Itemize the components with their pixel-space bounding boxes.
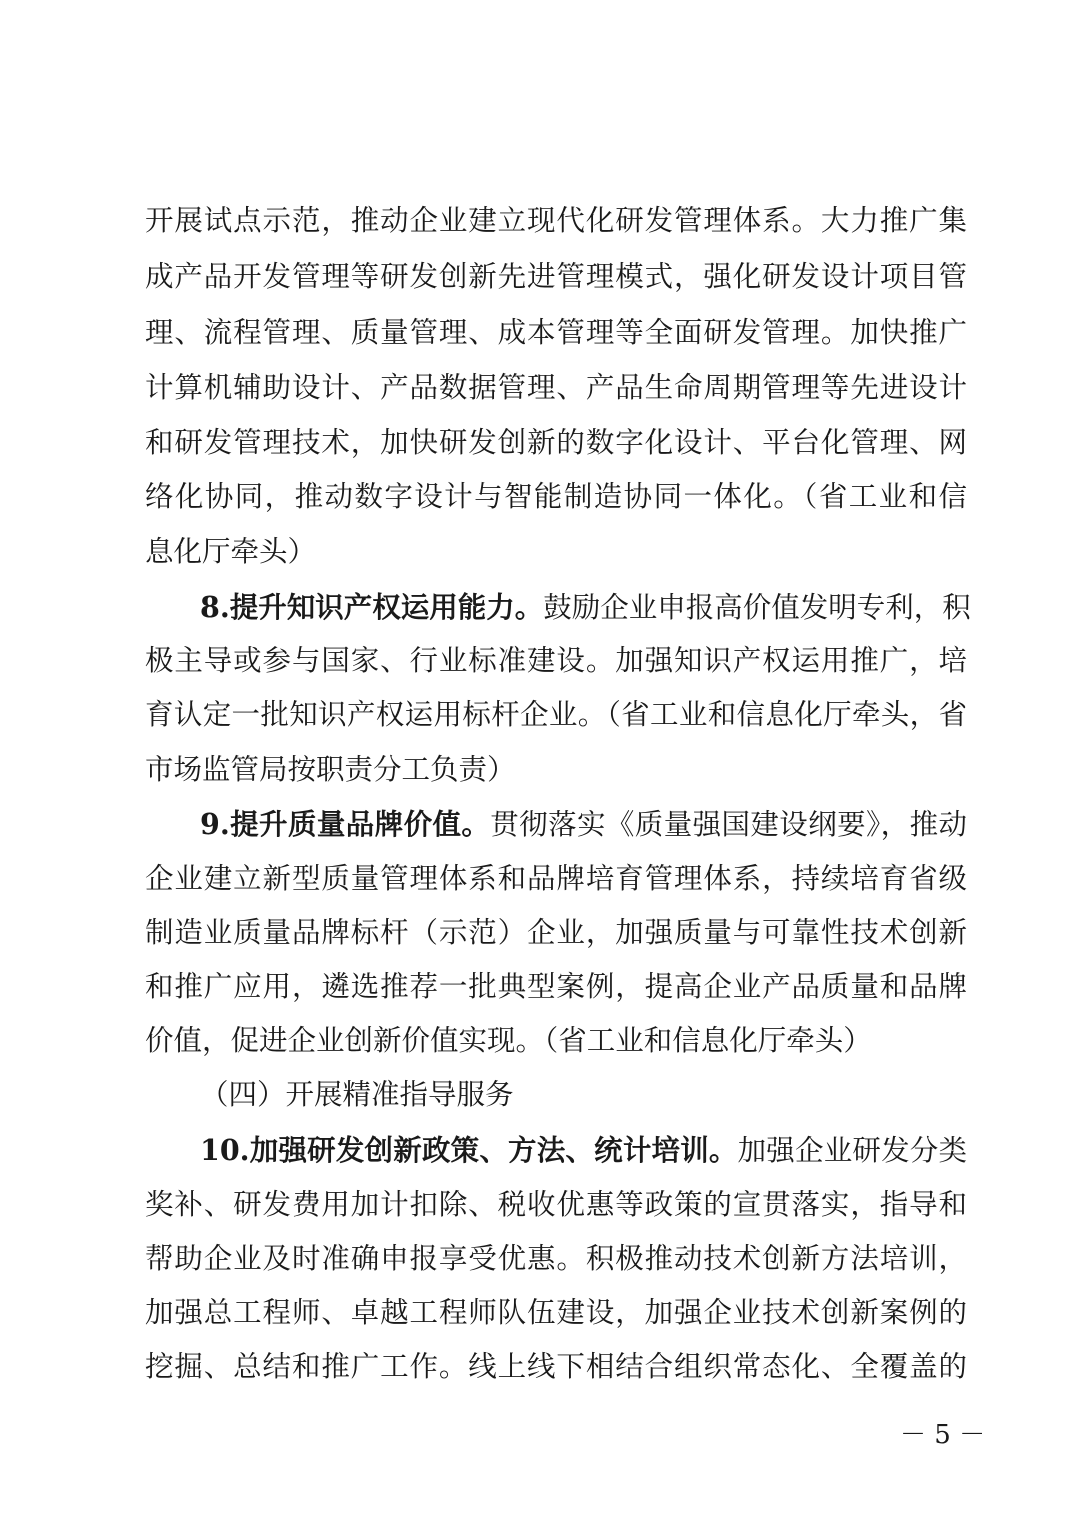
item-8-first-line [200, 580, 971, 634]
text-line: 市场监管局按职责分工负责） [145, 753, 516, 786]
text-line: 和推广应用，遴选推荐一批典型案例，提高企业产品质量和品牌 [145, 970, 967, 1003]
item-8-heading: 8.提升知识产权运用能力。 [200, 590, 544, 624]
item-9-first-line [200, 797, 967, 851]
item-10-heading: 10.加强研发创新政策、方法、统计培训。 [200, 1133, 738, 1167]
text-line: 帮助企业及时准确申报享受优惠。积极推动技术创新方法培训， [145, 1242, 967, 1275]
text-line: 计算机辅助设计、产品数据管理、产品生命周期管理等先进设计 [145, 371, 967, 404]
text-line: 和研发管理技术，加快研发创新的数字化设计、平台化管理、网 [145, 426, 967, 459]
page-number: － 5 － [900, 1420, 986, 1450]
item-9-heading: 9.提升质量品牌价值。 [200, 807, 491, 841]
text-line: 络化协同，推动数字设计与智能制造协同一体化。（省工业和信 [145, 480, 967, 513]
text-line: 加强总工程师、卓越工程师队伍建设，加强企业技术创新案例的 [145, 1296, 967, 1329]
text-line: 制造业质量品牌标杆（示范）企业，加强质量与可靠性技术创新 [145, 916, 967, 949]
text-line: 息化厅牵头） [145, 535, 317, 568]
section-heading: （四）开展精准指导服务 [200, 1078, 514, 1111]
text-line: 奖补、研发费用加计扣除、税收优惠等政策的宣贯落实，指导和 [145, 1188, 967, 1221]
text-line: 企业建立新型质量管理体系和品牌培育管理体系，持续培育省级 [145, 862, 967, 895]
text-line: 理、流程管理、质量管理、成本管理等全面研发管理。加快推广 [145, 316, 967, 349]
text-line: 价值，促进企业创新价值实现。（省工业和信息化厅牵头） [145, 1024, 872, 1057]
text-line: 育认定一批知识产权运用标杆企业。（省工业和信息化厅牵头，省 [145, 698, 967, 731]
item-9-text: 贯彻落实《质量强国建设纲要》，推动 [490, 808, 967, 841]
text-line: 极主导或参与国家、行业标准建设。加强知识产权运用推广，培 [145, 644, 967, 677]
item-8-text: 鼓励企业申报高价值发明专利，积 [543, 591, 971, 624]
text-line: 开展试点示范，推动企业建立现代化研发管理体系。大力推广集 [145, 204, 967, 237]
item-10-first-line [200, 1123, 967, 1177]
item-10-text: 加强企业研发分类 [737, 1134, 967, 1167]
text-line: 挖掘、总结和推广工作。线上线下相结合组织常态化、全覆盖的 [145, 1350, 967, 1383]
text-line: 成产品开发管理等研发创新先进管理模式，强化研发设计项目管 [145, 260, 967, 293]
